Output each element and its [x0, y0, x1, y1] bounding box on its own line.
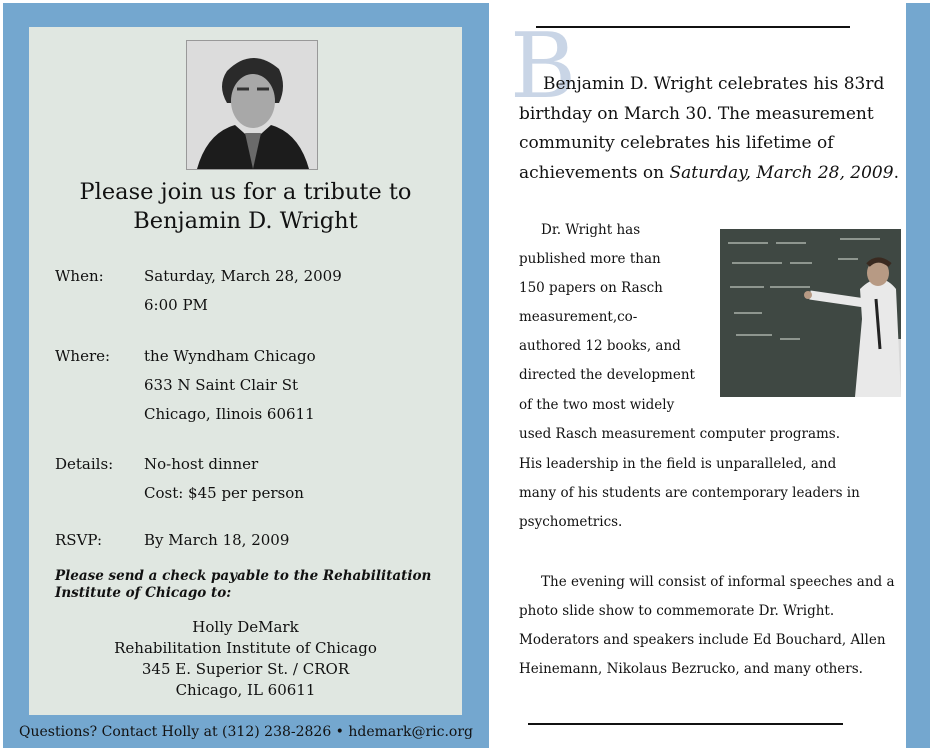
- details-dinner: No-host dinner: [144, 455, 259, 473]
- address-name: Holly DeMark: [192, 618, 299, 636]
- closing-paragraph: [519, 568, 904, 684]
- where-street: 633 N Saint Clair St: [144, 376, 299, 394]
- bio-line: used Rasch measurement computer programs.: [519, 426, 841, 442]
- where-venue: the Wyndham Chicago: [144, 347, 316, 365]
- chalkboard-photo: [720, 229, 901, 397]
- title-line-1: Please join us for a tribute to: [79, 179, 412, 205]
- bio-line: authored 12 books, and: [519, 338, 681, 354]
- bio-line: directed the development: [519, 367, 695, 383]
- bio-line: published more than: [519, 251, 661, 267]
- bottom-rule: [528, 723, 843, 725]
- bio-line: of the two most widely: [519, 397, 675, 413]
- intro-text: Benjamin D. Wright celebrates his 83rd birthday on March 30. The measurement community celebrates his lifetime of achievements on: [519, 74, 885, 183]
- details-cost: Cost: $45 per person: [144, 484, 304, 502]
- when-time: 6:00 PM: [144, 296, 208, 314]
- closing-text: The evening will consist of informal speeches and a photo slide show to commemorate Dr. Wright. Moderators and speakers include Ed Bouchard, Allen Heinemann, Nikolaus Bezrucko, and many others.: [519, 574, 895, 677]
- portrait-photo: [186, 40, 318, 170]
- check-note: Please send a check payable to the Rehabilitation Institute of Chicago to:: [55, 568, 432, 601]
- when-date: Saturday, March 28, 2009: [144, 267, 342, 285]
- intro-paragraph: [519, 70, 899, 188]
- rsvp-date: By March 18, 2009: [144, 531, 290, 549]
- intro-end: .: [893, 162, 899, 183]
- rsvp-label: RSVP:: [55, 531, 103, 549]
- bio-line: measurement,co-: [519, 309, 638, 325]
- when-label: When:: [55, 267, 104, 285]
- contact-footer: Questions? Contact Holly at (312) 238-2826 • hdemark@ric.org: [18, 724, 473, 740]
- bio-line: psychometrics.: [519, 514, 623, 530]
- mailing-address: [29, 617, 462, 701]
- drop-cap: B: [510, 14, 577, 119]
- where-city: Chicago, Ilinois 60611: [144, 405, 315, 423]
- bio-line: Dr. Wright has: [541, 222, 641, 238]
- address-city: Chicago, IL 60611: [175, 681, 316, 699]
- bio-line: many of his students are contemporary leaders in: [519, 485, 860, 501]
- title-line-2: Benjamin D. Wright: [133, 208, 358, 234]
- details-label: Details:: [55, 455, 114, 473]
- tribute-title: [29, 178, 462, 236]
- right-border: [906, 3, 930, 748]
- bio-line: His leadership in the field is unparalleled, and: [519, 456, 837, 472]
- address-street: 345 E. Superior St. / CROR: [141, 660, 350, 678]
- address-org: Rehabilitation Institute of Chicago: [114, 639, 377, 657]
- top-rule: [536, 26, 850, 28]
- intro-date: Saturday, March 28, 2009: [669, 162, 894, 183]
- bio-line: 150 papers on Rasch: [519, 280, 663, 296]
- where-label: Where:: [55, 347, 111, 365]
